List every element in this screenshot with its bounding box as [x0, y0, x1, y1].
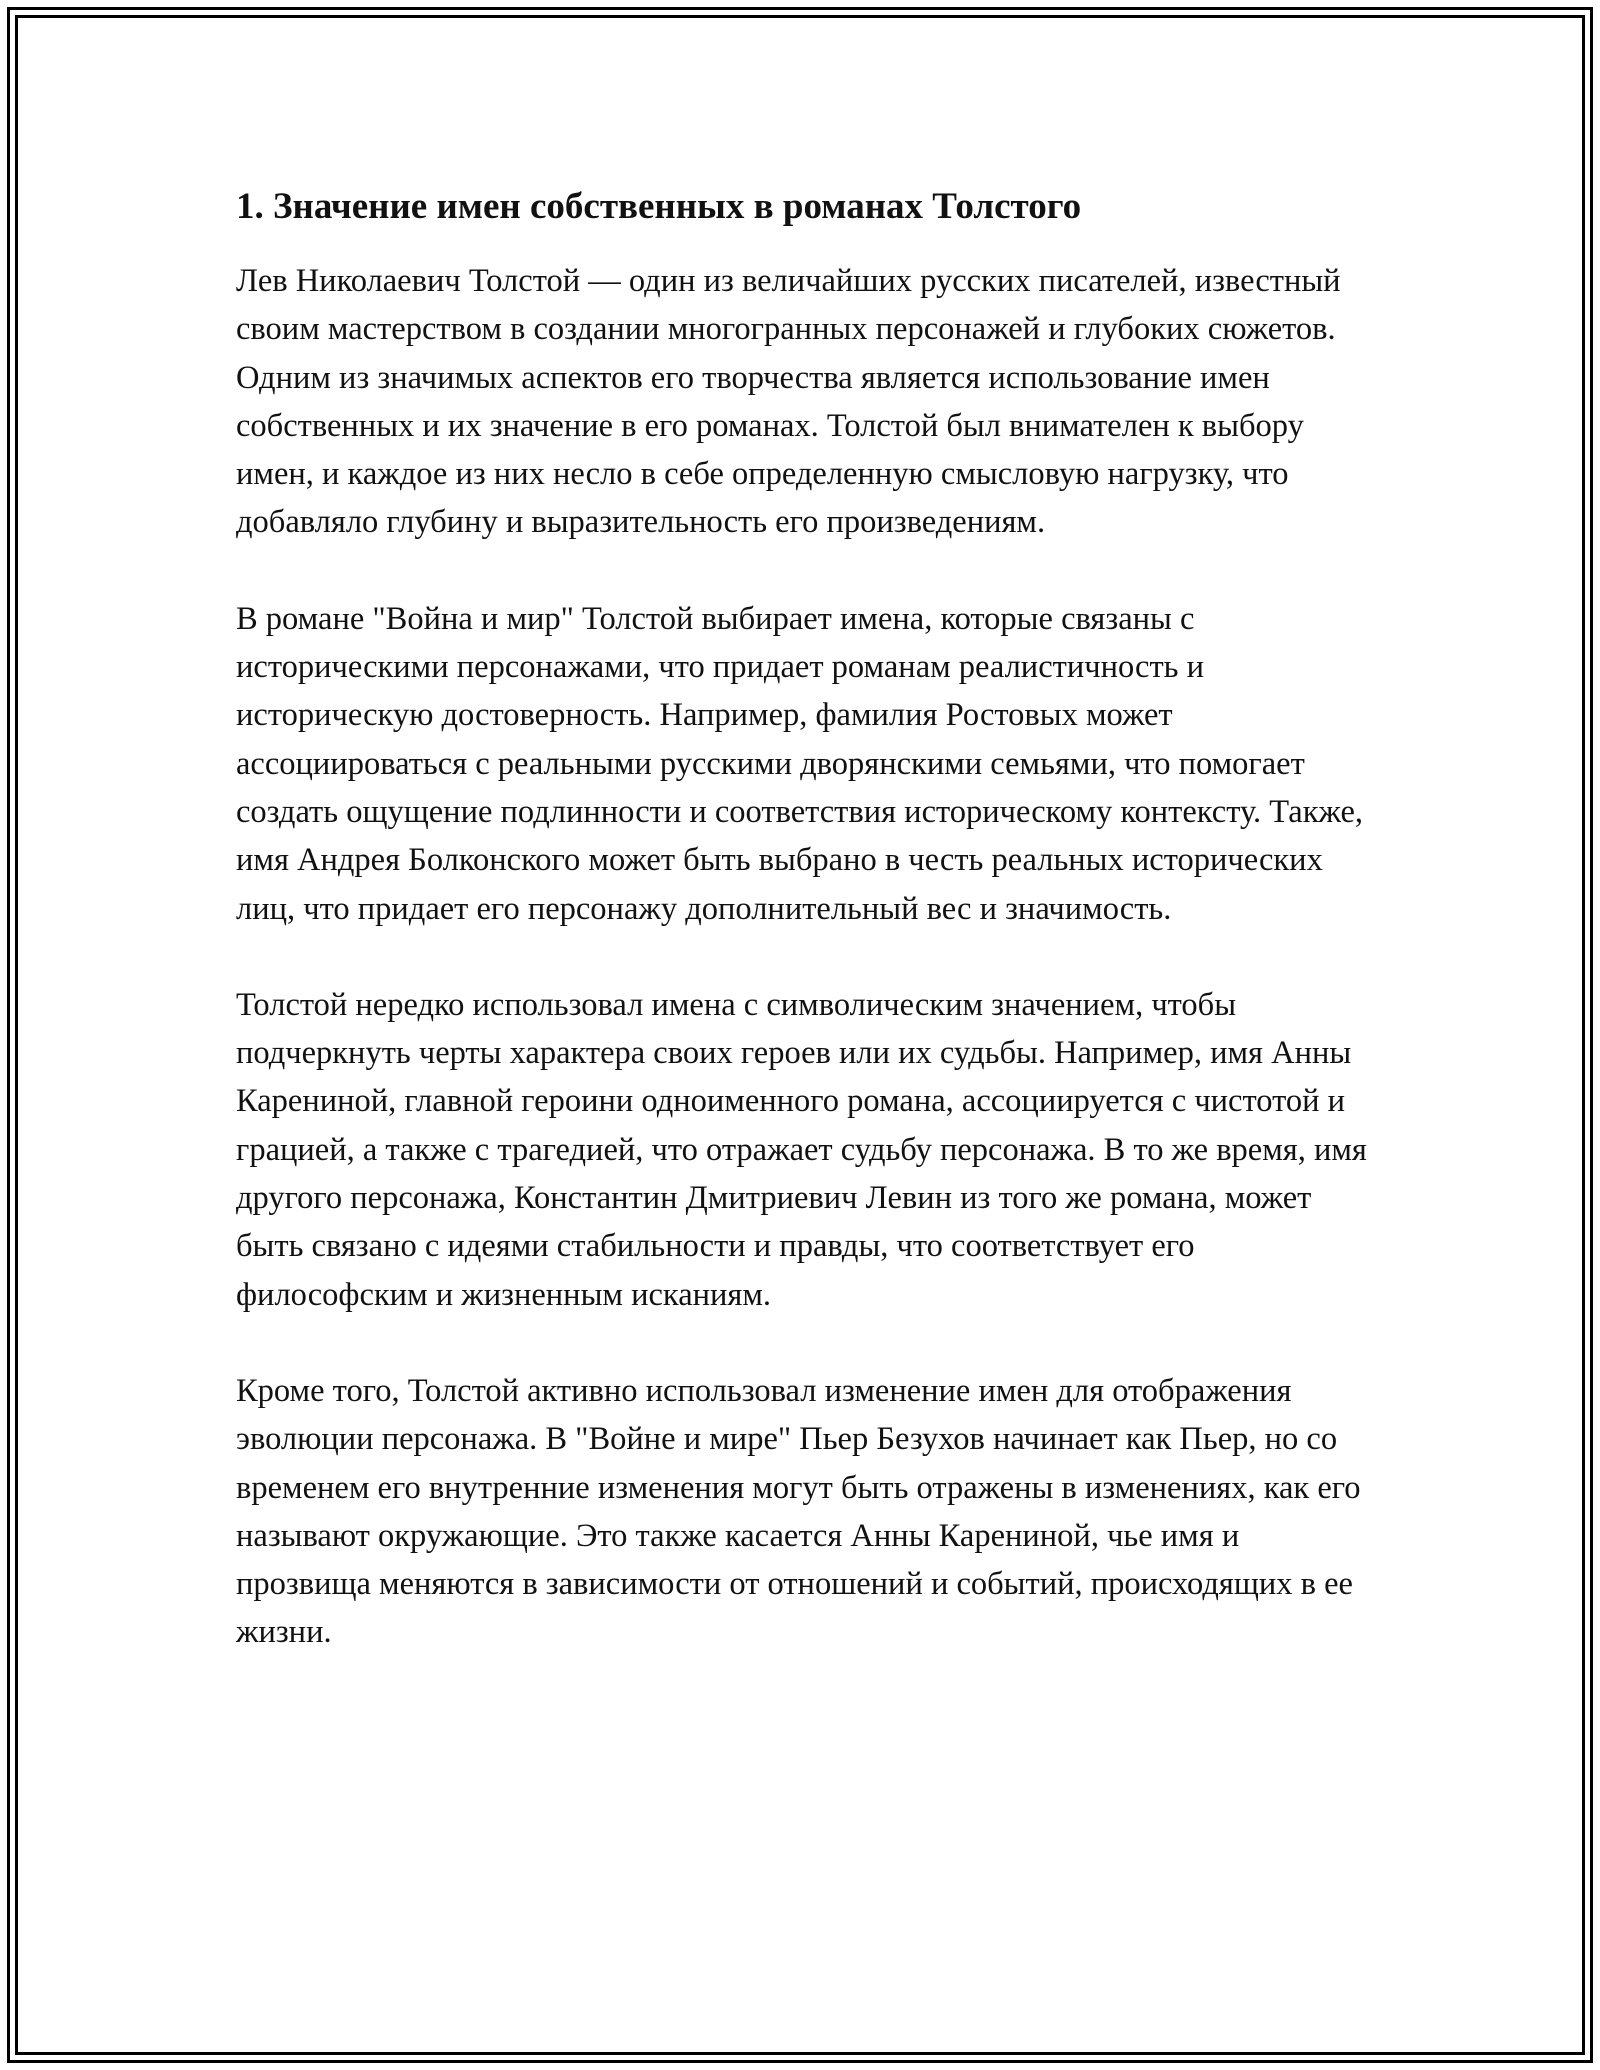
paragraph-intro: Лев Николаевич Толстой — один из величайших русских писателей, известный своим мастерством в создании многогранных персонажей и глубоких сюжетов. Одним из значимых аспектов его творчества является использование имен собственных и их значение в его романах. Толстой был внимателен к выбору имен, и каждое из них несло в себе определенную смысловую нагрузку, что добавляло глубину и выразительность его произведениям.: [236, 263, 1341, 541]
document-body: [236, 183, 1376, 1705]
paragraph-symbolic-names: Толстой нередко использовал имена с символическим значением, чтобы подчеркнуть черты характера своих героев или их судьбы. Например, имя Анны Карениной, главной героини одноименного романа, ассоциируется с чистотой и грацией, а также с трагедией, что отражает судьбу персонажа. В то же время, имя другого персонажа, Константин Дмитриевич Левин из того же романа, может быть связано с идеями стабильности и правды, что соответствует его философским и жизненным исканиям.: [236, 986, 1367, 1313]
paragraph-name-changes: Кроме того, Толстой активно использовал изменение имен для отображения эволюции персонажа. В "Войне и мире" Пьер Безухов начинает как Пьер, но со временем его внутренние изменения могут быть отражены в изменениях, как его называют окружающие. Это также касается Анны Карениной, чье имя и прозвища меняются в зависимости от отношений и событий, происходящих в ее жизни.: [236, 1372, 1361, 1651]
paragraph-war-and-peace: В романе "Война и мир" Толстой выбирает имена, которые связаны с историческими персонажами, что придает романам реалистичность и историческую достоверность. Например, фамилия Ростовых может ассоциироваться с реальными русскими дворянскими семьями, что помогает создать ощущение подлинности и соответствия историческому контексту. Также, имя Андрея Болконского может быть выбрано в честь реальных исторических лиц, что придает его персонажу дополнительный вес и значимость.: [236, 600, 1364, 927]
document-title: 1. Значение имен собственных в романах Толстого: [236, 186, 1082, 227]
